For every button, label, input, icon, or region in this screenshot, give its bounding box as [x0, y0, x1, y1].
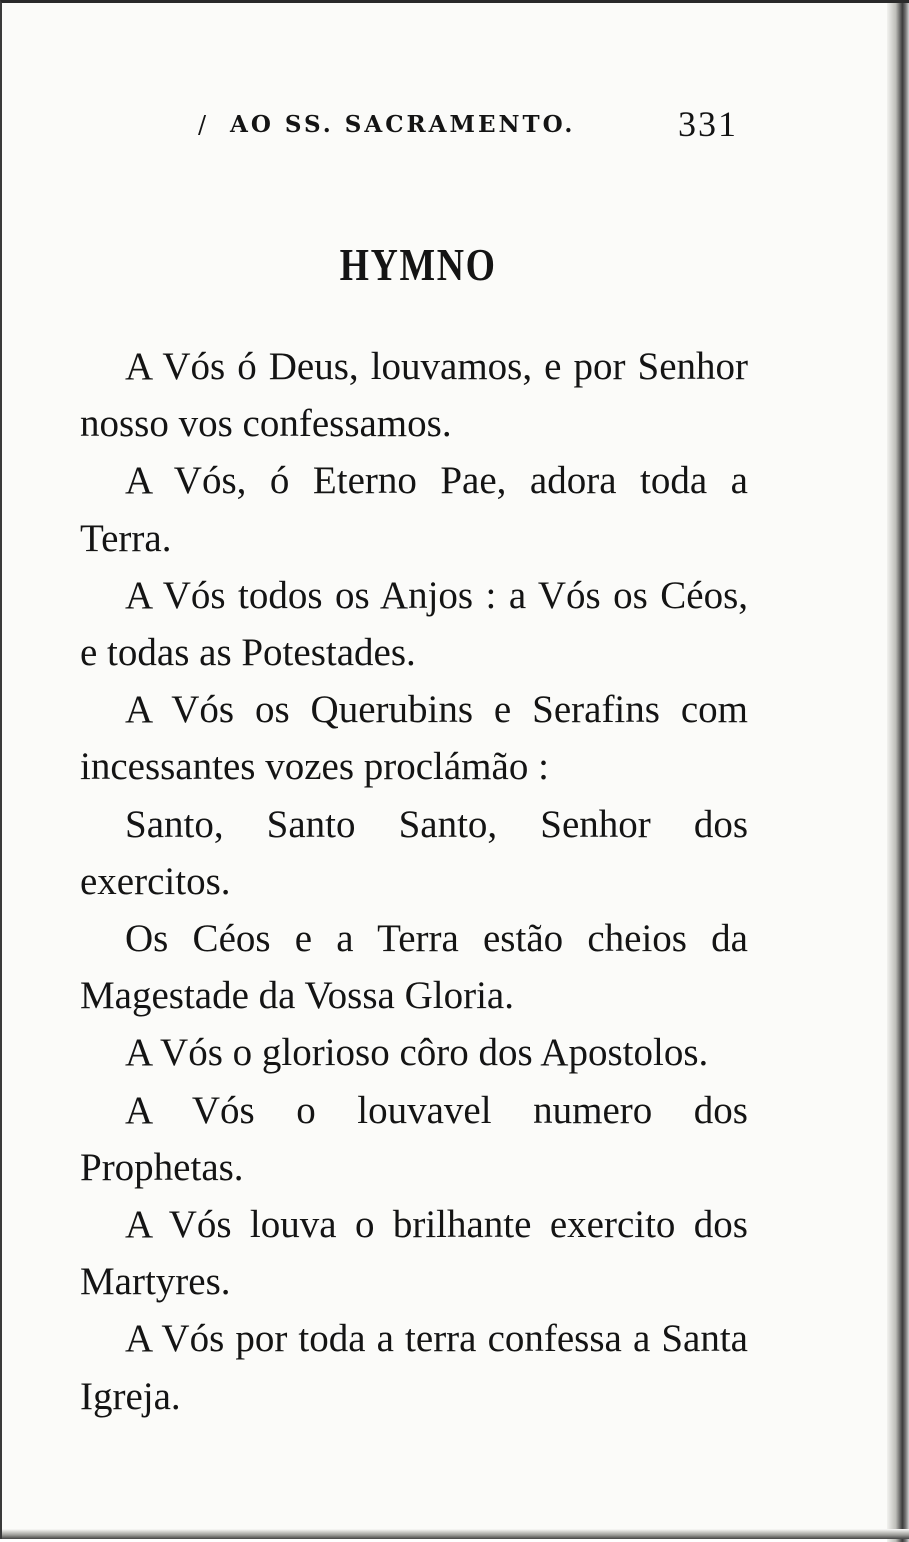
verse: A Vós os Querubins e Serafins com incessantes vozes proclámão :	[80, 688, 748, 789]
verse: A Vós, ó Eterno Pae, adora toda a Terra.	[80, 459, 748, 560]
verse: Santo, Santo Santo, Senhor dos exercitos.	[80, 802, 748, 903]
verse: A Vós louva o brilhante exercito dos Martyres.	[80, 1203, 748, 1304]
page-number: 331	[678, 104, 738, 144]
hymn-title: HYMNO	[339, 239, 497, 290]
hymn-text	[80, 338, 748, 1425]
verse: Os Céos e a Terra estão cheios da Magestade da Vossa Gloria.	[80, 917, 748, 1018]
verse: A Vós o louvavel numero dos Prophetas.	[80, 1088, 748, 1189]
verse: A Vós por toda a terra confessa a Santa Igreja.	[80, 1317, 748, 1418]
running-head-mark: /	[198, 111, 207, 139]
hymn-title-container	[2, 238, 802, 291]
verse: A Vós ó Deus, louvamos, e por Senhor nosso vos confessamos.	[80, 345, 748, 446]
running-head: AO SS. SACRAMENTO.	[230, 111, 576, 138]
verse: A Vós todos os Anjos : a Vós os Céos, e todas as Potestades.	[80, 573, 748, 675]
page-edge-shadow	[887, 3, 909, 1542]
page-bottom-edge	[2, 1529, 909, 1539]
verse: A Vós o glorioso côro dos Apostolos.	[125, 1031, 709, 1075]
